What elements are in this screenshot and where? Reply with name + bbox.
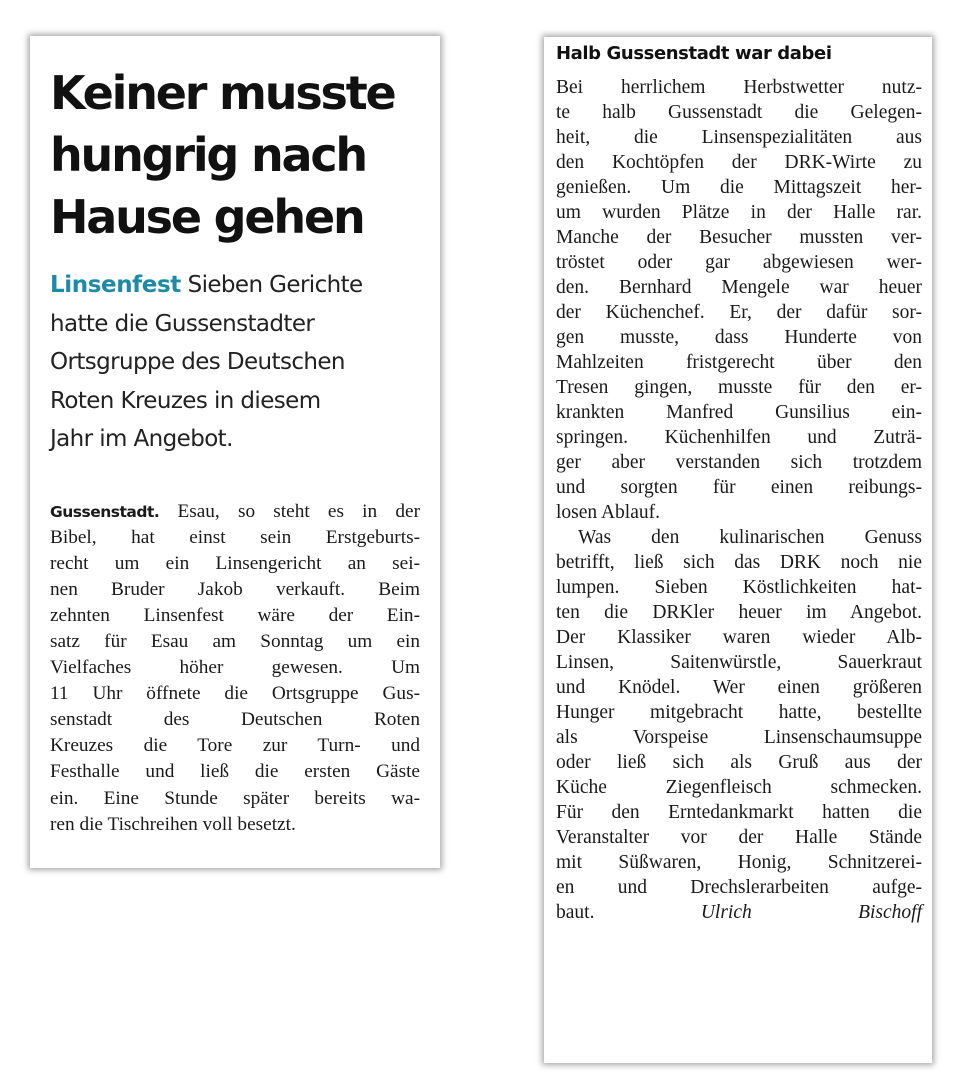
article-clipping-left bbox=[30, 36, 440, 868]
body-line: krankten Manfred Gunsilius ein- bbox=[556, 402, 922, 423]
body-line: en und Drechslerarbeiten aufge- bbox=[556, 877, 922, 898]
body-line: um wurden Plätze in der Halle rar. bbox=[556, 202, 922, 223]
body-line: mit Süßwaren, Honig, Schnitzerei- bbox=[556, 852, 922, 873]
body-line: genießen. Um die Mittagszeit her- bbox=[556, 177, 922, 198]
body-line: der Küchenchef. Er, der dafür sor- bbox=[556, 302, 922, 323]
final-word: baut. bbox=[556, 902, 595, 923]
body-line: ren die Tischreihen voll besetzt. bbox=[50, 813, 296, 835]
body-line: Küche Ziegenfleisch schmecken. bbox=[556, 777, 922, 798]
body-line: Festhalle und ließ die ersten Gäste bbox=[50, 761, 420, 783]
body-line: Bibel, hat einst sein Erstgeburts- bbox=[50, 526, 420, 548]
body-line: Der Klassiker waren wieder Alb- bbox=[556, 627, 922, 648]
intro-line: Sieben Gerichte bbox=[180, 272, 363, 298]
body-line: satz für Esau am Sonntag um ein bbox=[50, 630, 420, 652]
body-line: Veranstalter vor der Halle Stände bbox=[556, 827, 922, 848]
body-line: ten die DRKler heuer im Angebot. bbox=[556, 602, 922, 623]
body-line: betrifft, ließ sich das DRK noch nie bbox=[556, 552, 922, 573]
body-line: Vielfaches höher gewesen. Um bbox=[50, 657, 420, 679]
article-body bbox=[50, 499, 420, 838]
intro-line: hatte die Gussenstadter bbox=[50, 310, 315, 337]
kicker: Linsenfest bbox=[50, 272, 181, 298]
body-line: Linsen, Saitenwürstle, Sauerkraut bbox=[556, 652, 922, 673]
subheading: Halb Gussenstadt war dabei bbox=[556, 43, 832, 64]
intro-line: Ortsgruppe des Deutschen bbox=[50, 349, 345, 375]
body-line: Kreuzes die Tore zur Turn- und bbox=[50, 735, 420, 757]
headline-line: Keiner musste bbox=[50, 66, 395, 120]
intro-line: Jahr im Angebot. bbox=[50, 426, 233, 452]
body-line: gen musste, dass Hunderte von bbox=[556, 327, 922, 348]
body-line: Was den kulinarischen Genuss bbox=[578, 527, 922, 548]
body-line: Esau, so steht es in der bbox=[159, 500, 420, 522]
body-line: tröstet oder gar abgewiesen wer- bbox=[556, 252, 922, 273]
headline-line: Hause gehen bbox=[50, 190, 364, 244]
dateline: Gussenstadt. bbox=[50, 502, 160, 521]
body-line: ger aber verstanden sich trotzdem bbox=[556, 452, 922, 473]
body-line: losen Ablauf. bbox=[556, 502, 660, 523]
intro-line: Roten Kreuzes in diesem bbox=[50, 387, 321, 414]
body-line: te halb Gussenstadt die Gelegen- bbox=[556, 102, 922, 123]
author-line bbox=[556, 900, 922, 925]
body-line: Mahlzeiten fristgerecht über den bbox=[556, 352, 922, 373]
body-line: recht um ein Linsengericht an sei- bbox=[50, 552, 420, 574]
body-line: den. Bernhard Mengele war heuer bbox=[556, 277, 922, 298]
body-line: 11 Uhr öffnete die Ortsgruppe Gus- bbox=[50, 683, 420, 705]
body-line: Manche der Besucher mussten ver- bbox=[556, 227, 922, 248]
body-line: als Vorspeise Linsenschaumsuppe bbox=[556, 727, 922, 748]
body-line: Bei herrlichem Herbstwetter nutz- bbox=[556, 77, 922, 98]
intro-paragraph bbox=[50, 266, 420, 459]
body-line: lumpen. Sieben Köstlichkeiten hat- bbox=[556, 577, 922, 598]
body-line: Hunger mitgebracht hatte, bestellte bbox=[556, 702, 922, 723]
body-line: nen Bruder Jakob verkauft. Beim bbox=[50, 578, 420, 600]
body-line: Für den Erntedankmarkt hatten die bbox=[556, 802, 922, 823]
body-line: und Knödel. Wer einen größeren bbox=[556, 677, 922, 698]
article-clipping-right bbox=[544, 37, 932, 1063]
body-line: heit, die Linsenspezialitäten aus bbox=[556, 127, 922, 148]
headline bbox=[50, 62, 420, 248]
body-line: ein. Eine Stunde später bereits wa- bbox=[50, 787, 420, 809]
body-line: springen. Küchenhilfen und Zuträ- bbox=[556, 427, 922, 448]
headline-line: hungrig nach bbox=[50, 128, 366, 182]
body-line: senstadt des Deutschen Roten bbox=[50, 709, 420, 731]
body-line: und sorgten für einen reibungs- bbox=[556, 477, 922, 498]
body-line: oder ließ sich als Gruß aus der bbox=[556, 752, 922, 773]
author-byline: Ulrich Bischoff bbox=[700, 902, 922, 923]
article-body bbox=[556, 75, 922, 925]
body-line: den Kochtöpfen der DRK-Wirte zu bbox=[556, 152, 922, 173]
body-line: zehnten Linsenfest wäre der Ein- bbox=[50, 604, 420, 626]
body-line: Tresen gingen, musste für den er- bbox=[556, 377, 922, 398]
